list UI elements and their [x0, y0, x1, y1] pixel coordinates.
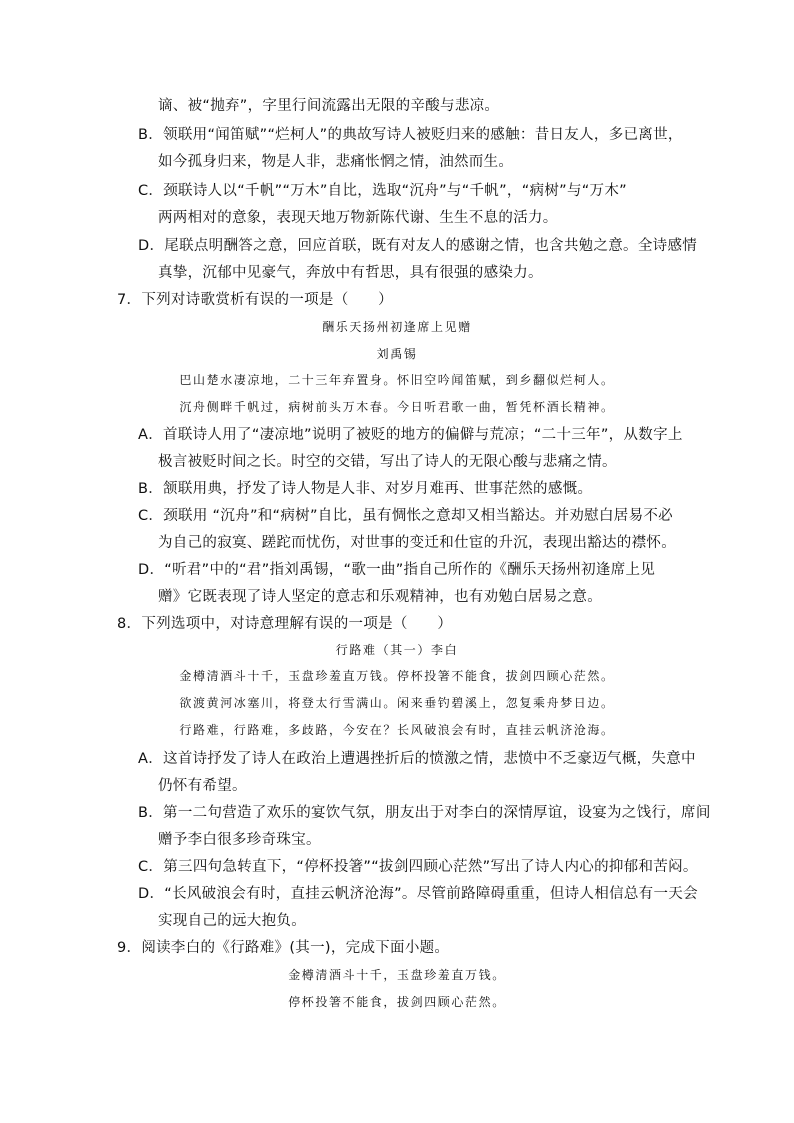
q7-option-d-line1: D．“听君”中的“君”指刘禹锡，“歌一曲”指自己所作的《酬乐天扬州初逢席上见 — [138, 562, 656, 578]
q7-option-c-line1: C．颈联用 “沉舟”和“病树”自比，虽有惆怅之意却又相当豁达。并劝慰白居易不必 — [138, 508, 673, 524]
q8-option-d-line1: D．“长风破浪会有时，直挂云帆济沧海”。尽管前路障碍重重，但诗人相信总有一天会 — [138, 886, 698, 902]
q7-option-a-line1: A．首联诗人用了“凄凉地”说明了被贬的地方的偏僻与荒凉；“二十三年”，从数字上 — [138, 427, 683, 443]
q7-option-d-line2: 赠》它既表现了诗人坚定的意志和乐观精神，也有劝勉白居易之意。 — [158, 589, 602, 605]
q7-option-c-line2: 为自己的寂寞、蹉跎而忧伤，对世事的变迁和仕宦的升沉，表现出豁达的襟怀。 — [158, 535, 676, 551]
q7-option-b-line1: B．颔联用典，抒发了诗人物是人非、对岁月难再、世事茫然的感慨。 — [138, 481, 593, 497]
q6-option-d-line2: 真挚，沉郁中见豪气，奔放中有哲思，具有很强的感染力。 — [158, 265, 543, 281]
q8-option-b-line2: 赠予李白很多珍奇珠宝。 — [158, 832, 321, 848]
q8-option-a-line2: 仍怀有希望。 — [158, 778, 247, 794]
q6-option-b-line1: B．领联用“闻笛赋”“烂柯人”的典故写诗人被贬归来的感触：昔日友人，多已离世， — [138, 127, 683, 143]
q8-option-a-line1: A．这首诗抒发了诗人在政治上遭遇挫折后的愤激之情，悲愤中不乏豪迈气概，失意中 — [138, 751, 696, 767]
q7-poem-line2: 沉舟侧畔千帆过，病树前头万木春。今日听君歌一曲，暂凭杯酒长精神。 — [179, 400, 615, 414]
q6-option-c-line1: C．颈联诗人以“千帆”“万木”自比，选取“沉舟”与“千帆”，“病树”与“万木” — [138, 183, 627, 199]
q8-poem-line1: 金樽清酒斗十千，玉盘珍羞直万钱。停杯投箸不能食，拔剑四顾心茫然。 — [179, 669, 615, 683]
q9-poem-line2: 停杯投箸不能食，拔剑四顾心茫然。 — [288, 995, 506, 1009]
q8-option-c-line1: C．第三四句急转直下，“停杯投箸”“拔剑四顾心茫然”写出了诗人内心的抑郁和苦闷。 — [138, 859, 698, 875]
q7-poem-title: 酬乐天扬州初逢席上见赠 — [322, 320, 472, 334]
q8-option-d-line2: 实现自己的远大抱负。 — [158, 913, 306, 929]
q7-poem-author: 刘禹锡 — [376, 347, 418, 361]
q6-option-d-line1: D．尾联点明酬答之意，回应首联，既有对友人的感谢之情，也含共勉之意。全诗感情 — [138, 238, 698, 254]
q6-option-c-line2: 两两相对的意象，表现天地万物新陈代谢、生生不息的活力。 — [158, 210, 558, 226]
q9-poem-line1: 金樽清酒斗十千，玉盘珍羞直万钱。 — [288, 968, 506, 982]
q6-option-a-tail: 谪、被“抛弃”，字里行间流露出无限的辛酸与悲凉。 — [158, 98, 500, 114]
q8-poem-line2: 欲渡黄河冰塞川，将登太行雪满山。闲来垂钓碧溪上，忽复乘舟梦日边。 — [179, 696, 615, 710]
q8-stem: 8．下列选项中，对诗意理解有误的一项是（ ） — [117, 616, 453, 632]
q8-option-b-line1: B．第一二句营造了欢乐的宴饮气氛，朋友出于对李白的深情厚谊，设宴为之饯行，席间 — [138, 805, 711, 821]
q9-stem: 9．阅读李白的《行路难》(其一)，完成下面小题。 — [117, 940, 450, 956]
q8-poem-title: 行路难（其一）李白 — [335, 643, 459, 657]
q7-option-a-line2: 极言被贬时间之长。时空的交错，写出了诗人的无限心酸与悲痛之情。 — [158, 454, 617, 470]
q8-poem-line3: 行路难，行路难，多歧路，今安在？长风破浪会有时，直挂云帆济沧海。 — [179, 723, 615, 737]
q6-option-b-line2: 如今孤身归来，物是人非，悲痛怅惘之情，油然而生。 — [158, 154, 514, 170]
q7-poem-line1: 巴山楚水凄凉地，二十三年弃置身。怀旧空吟闻笛赋，到乡翻似烂柯人。 — [179, 373, 615, 387]
q7-stem: 7．下列对诗歌赏析有误的一项是（ ） — [117, 292, 393, 308]
